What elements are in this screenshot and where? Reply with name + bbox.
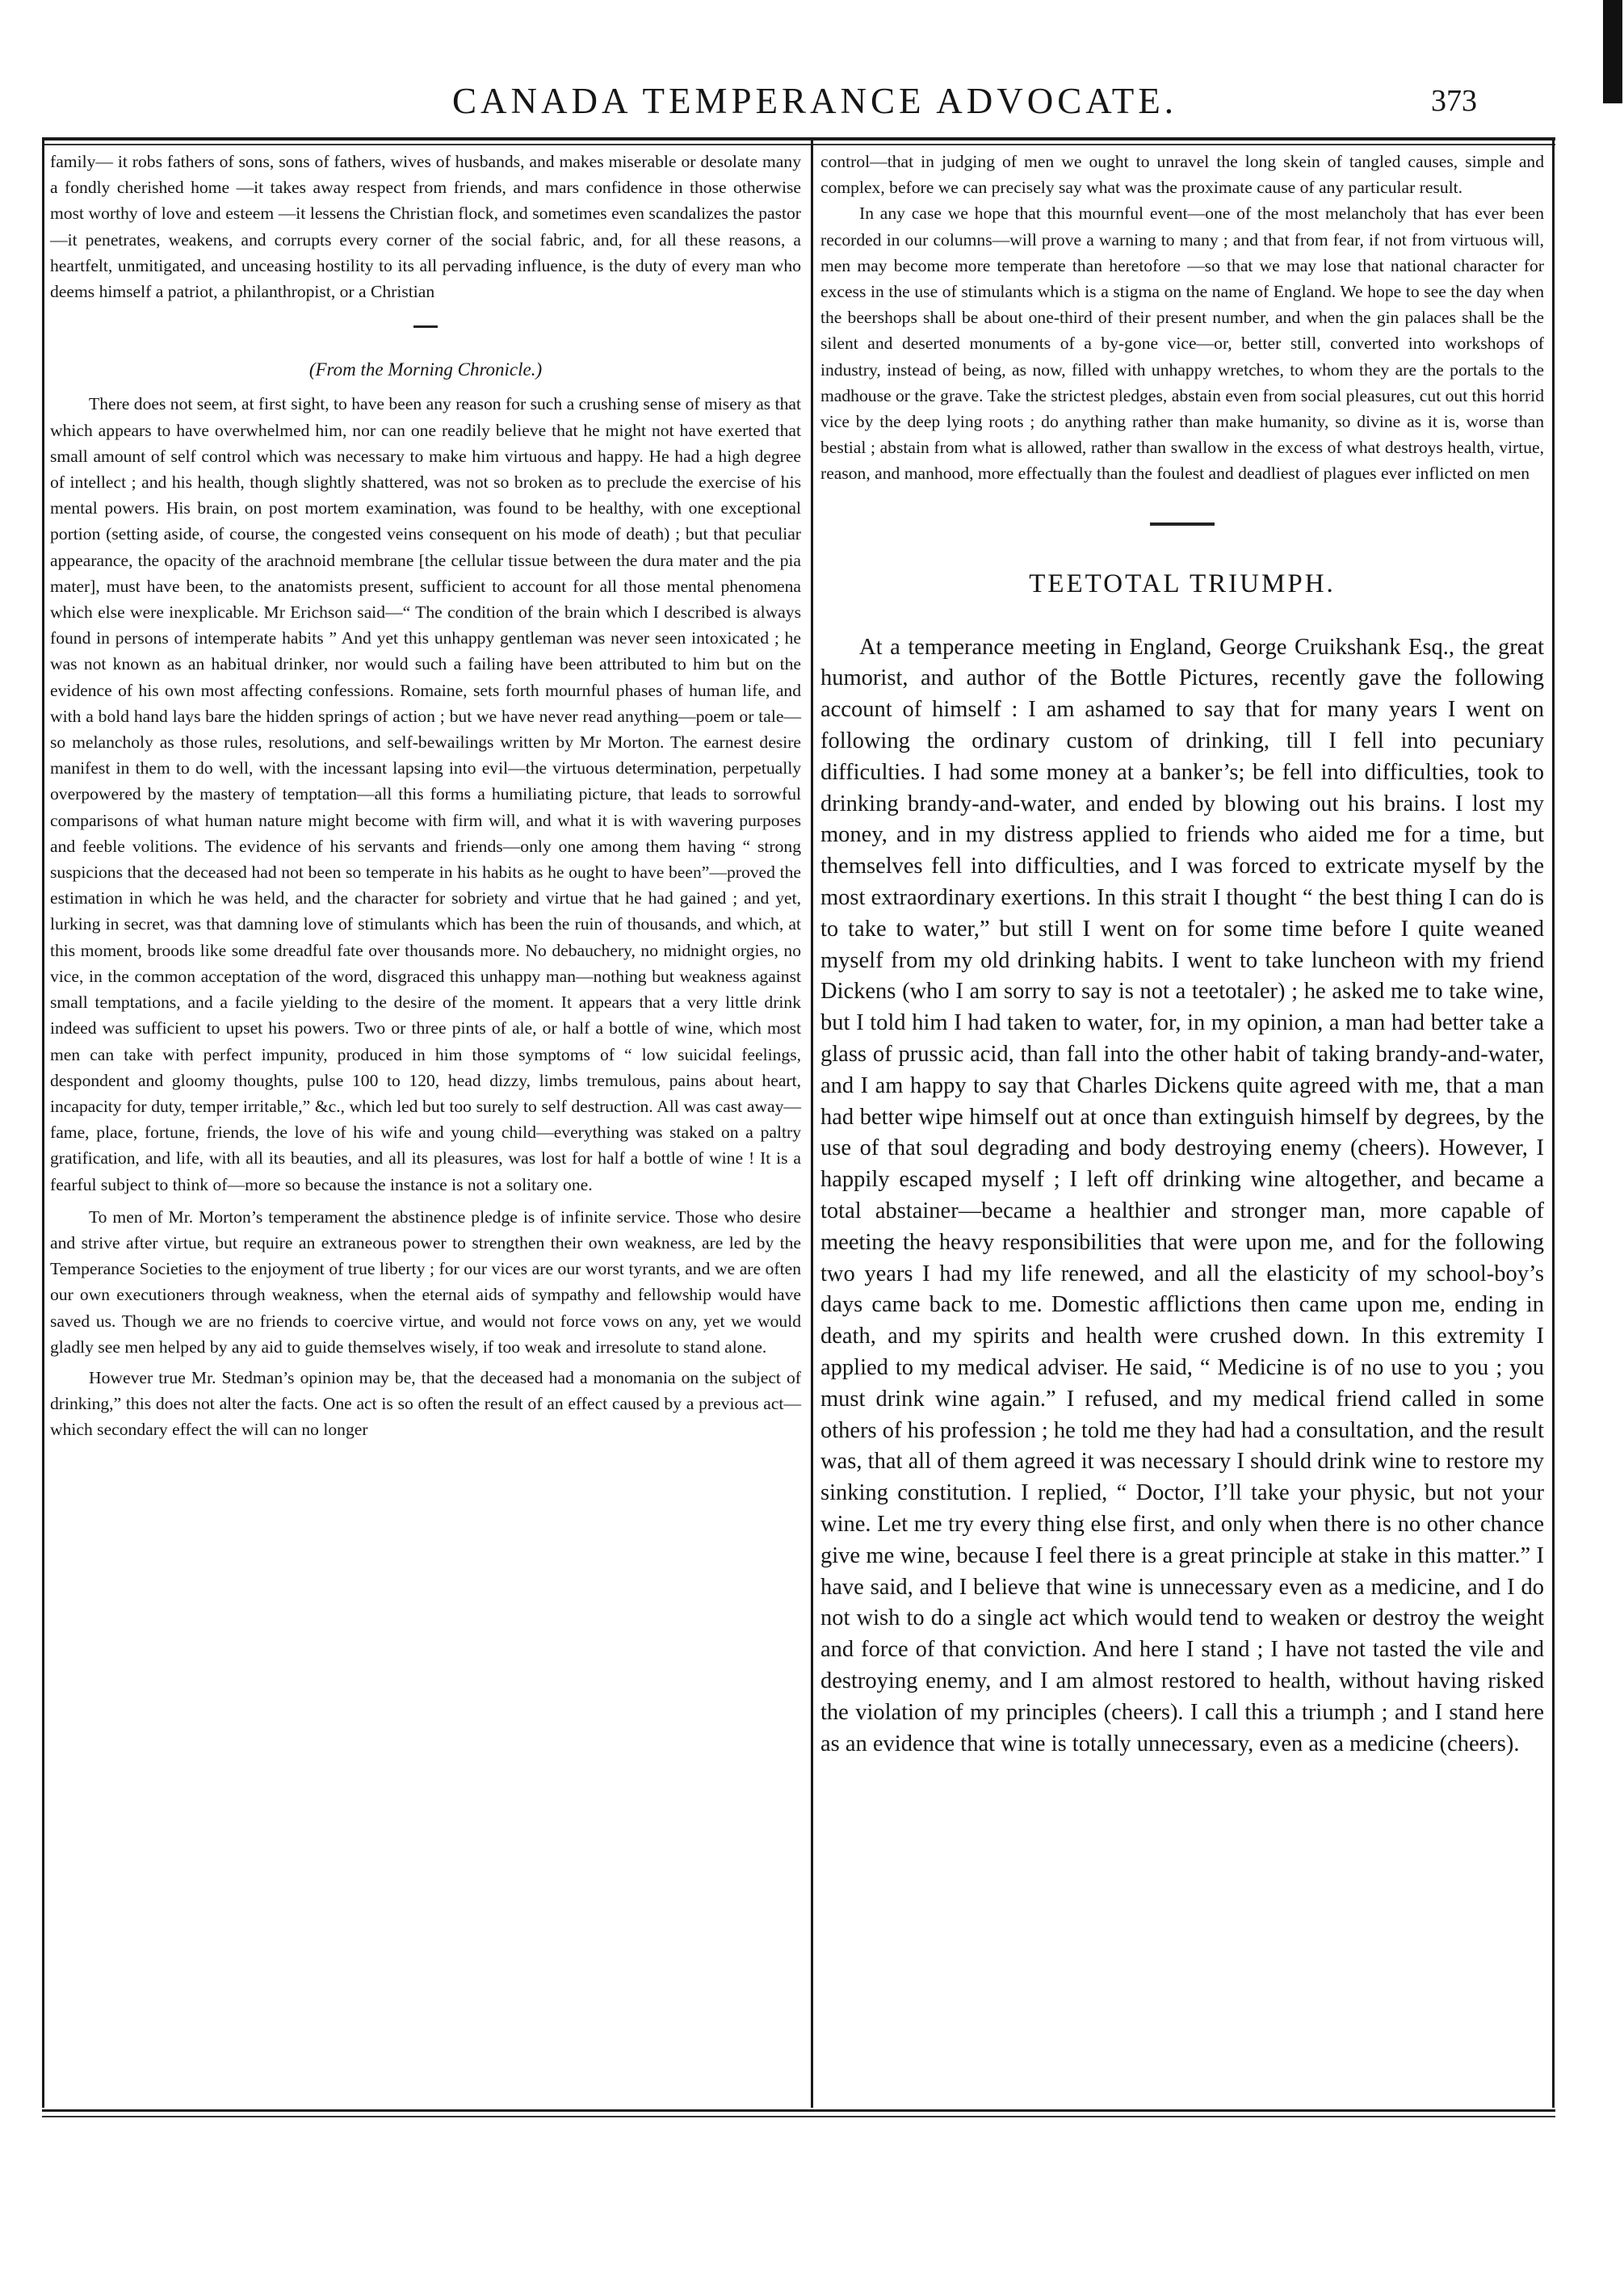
footer-rule — [42, 2109, 1555, 2112]
header-rule — [42, 137, 1555, 141]
source-attribution: (From the Morning Chronicle.) — [308, 359, 543, 380]
footer-rule-thin — [42, 2116, 1555, 2117]
article-paragraph: However true Mr. Stedman’s opinion may be, that the deceased had a monomania on the subject of drinking,” this does not alter the facts. One act is so often the result of an effect caused by a previous act—which secondary effect the will can no longer — [50, 1367, 801, 1440]
page-header — [0, 73, 1624, 145]
header-rule-thin — [42, 144, 1555, 145]
left-border-rule — [42, 137, 44, 2108]
column-divider — [811, 137, 813, 2108]
section-separator — [1150, 522, 1215, 526]
article-paragraph: At a temperance meeting in England, George Cruikshank Esq., the great humorist, and author of the Bottle Pictures, recently gave the following account of himself : I am ashamed to say that for many years I went on following the ordinary custom of drinking, till I fell into pecuniary difficulties. I had some money at a banker’s; be fell into difficulties, took to drinking brandy-and-water, and ended by blowing out his brains. I lost my money, and in my distress applied to friends who aided me for a time, but themselves fell into difficulties, and I was forced to extricate myself by the most extraordinary exertions. In this strait I thought “ the best thing I can do is to take to water,” but still I went on for some time before I quite weaned myself from my old drinking habits. I went to take luncheon with my friend Dickens (who I am sorry to say is not a teetotaler) ; he asked me to take wine, but I told him I had taken to water, for, in my opinion, a man had better take a glass of prussic acid, than fall into the other habit of taking brandy-and-water, and I am happy to say that Charles Dickens quite agreed with me, that a man had better wipe himself out at once than extinguish himself by degrees, by the use of that soul degrading and body destroying enemy (cheers). However, I happily escaped myself ; I left off drinking wine altogether, and became a total abstainer—became a healthier and stronger man, more capable of meeting the heavy responsibilities that were upon me, and for the following two years I had my life renewed, and all the elasticity of my school-boy’s days came back to me. Domestic afflictions then came upon me, ending in death, and my spirits and health were crushed down. In this extremity I applied to my medical adviser. He said, “ Medicine is of no use to you ; you must drink wine again.” I refused, and my medical friend called in some others of his profession ; he told me they had had a consultation, and the result was, that all of them agreed it was necessary I should drink wine to restore my sinking constitution. I replied, “ Doctor, I’ll take your physic, but not your wine. Let me try every thing else first, and only when there is no other chance give me wine, because I feel there is a great principle at stake in this matter.” I have said, and I believe that wine is unnecessary even as a medicine, and I do not wish to do a single act which would tend to weaken or destroy the weight and force of that conviction. And here I stand ; I have not tasted the vile and destroying enemy, and I am almost restored to health, without having risked the violation of my principles (cheers). I call this a triumph ; and I stand here as an evidence that wine is totally unnecessary, even as a medicine (cheers). — [820, 634, 1544, 1756]
newspaper-title: CANADA TEMPERANCE ADVOCATE. — [452, 81, 1177, 121]
page-number: 373 — [1431, 84, 1477, 118]
left-column — [50, 149, 801, 1443]
right-border-rule — [1552, 137, 1555, 2108]
article-paragraph: In any case we hope that this mournful event—one of the most melancholy that has ever been recorded in our columns—will prove a warning to many ; and that from fear, if not from virtuous will, men may become more temperate than heretofore —so that we may lose that national character for excess in the use of stimulants which is a stigma on the name of England. We hope to see the day when the beershops shall be about one-third of their present number, and when the gin palaces shall be the silent and deserted monuments of a by-gone vice—or, better still, converted into workshops of industry, instead of being, as now, filled with unhappy wretches, to whom they are the portals to the madhouse or the grave. Take the strictest pledges, abstain even from social pleasures, cut out this horrid vice by the deep lying roots ; do anything rather than make humanity, so divine as it is, worse than bestial ; abstain from what is allowed, rather than swallow in the excess of what destroys health, virtue, reason, and manhood, more effectually than the foulest and deadliest of plagues ever inflicted on men — [820, 204, 1544, 484]
article-paragraph: To men of Mr. Morton’s temperament the abstinence pledge is of infinite service. Those who desire and strive after virtue, but require an extraneous power to strengthen their own weakness, are led by the Temperance Societies to the enjoyment of true liberty ; for our vices are our worst tyrants, and we are often our own executioners through weakness, when the eternal aids of sympathy and fellowship would have saved us. Though we are no friends to coercive virtue, and would not force vows on any, yet we would gladly see men helped by any aid to guide themselves wisely, if too weak and irresolute to stand alone. — [50, 1206, 801, 1357]
article-paragraph: There does not seem, at first sight, to have been any reason for such a crushing sense of misery as that which appears to have overwhelmed him, nor can one readily believe that he might not have exerted that small amount of self control which was necessary to make him virtuous and happy. He had a high degree of intellect ; and his health, though slightly shattered, was not so broken as to preclude the exercise of his mental powers. His brain, on post mortem examination, was found to be healthy, with one exceptional portion (setting aside, of course, the congested veins consequent on his mode of death) ; but that peculiar appearance, the opacity of the arachnoid membrane [the cellular tissue between the dura mater and the pia mater], must have been, to the anatomists present, sufficient to account for all those mental phenomena which else were inexplicable. Mr Erichson said—“ The condition of the brain which I described is always found in persons of intemperate habits ” And yet this unhappy gentleman was never seen intoxicated ; he was not known as an habitual drinker, nor would such a failing have been attributed to him but on the evidence of his own most affecting confessions. Romaine, sets forth mournful phases of human life, and with a bold hand lays bare the hidden springs of action ; but we have never read anything—poem or tale—so melancholy as those rules, resolutions, and self-bewailings written by Mr Morton. The earnest desire manifest in them to do well, with the incessant lapsing into evil—the virtuous determination, perpetually overpowered by the mastery of temptation—all this forms a humiliating picture, that leads to sorrowful comparisons of what human nature might become with firm will, and what it is with wavering purposes and feeble volitions. The evidence of his servants and friends—only one among them having “ strong suspicions that the deceased had not been so temperate in his habits as he ought to have been”—proved the estimation in which he was held, and the character for sobriety and virtue that he had gained ; and yet, lurking in secret, was that damning love of stimulants which has been the ruin of thousands, and which, at this moment, broods like some dreadful fate over thousands more. No debauchery, no midnight orgies, no vice, in the common acceptation of the word, disgraced this unhappy man—nothing but weakness against small temptations, and a facile yielding to the desire of the moment. It appears that a very little drink indeed was sufficient to upset his powers. Two or three pints of ale, or half a bottle of wine, which most men can take with perfect impunity, produced in him those symptoms of “ low suicidal feelings, despondent and gloomy thoughts, pulse 100 to 120, head dizzy, limbs tremulous, pains about heart, incapacity for duty, temper irritable,” &c., which led but too surely to self destruction. All was cast away—fame, place, fortune, friends, the love of his wife and young child—everything was staked on a paltry gratification, and life, with all its beauties, and all its pleasures, was lost for half a bottle of wine ! It is a fearful subject to think of—more so because the instance is not a solitary one. — [50, 394, 801, 1194]
right-column — [820, 149, 1544, 1760]
article-headline: TEETOTAL TRIUMPH. — [1029, 569, 1336, 598]
edge-binding-mark — [1603, 0, 1622, 103]
continued-paragraph: control—that in judging of men we ought to unravel the long skein of tangled causes, simple and complex, before we can precisely say what was the proximate cause of any particular result. — [820, 152, 1544, 198]
section-separator — [413, 325, 438, 328]
continued-paragraph: family— it robs fathers of sons, sons of fathers, wives of husbands, and makes miserable or desolate many a fondly cherished home —it takes away respect from friends, and mars confidence in those otherwise most worthy of love and esteem —it lessens the Christian flock, and sometimes even scandalizes the pastor—it penetrates, weakens, and corrupts every corner of the social fabric, and, for all these reasons, a heartfelt, unmitigated, and unceasing hostility to its all pervading influence, is the duty of every man who deems himself a patriot, a philanthropist, or a Christian — [50, 152, 801, 302]
